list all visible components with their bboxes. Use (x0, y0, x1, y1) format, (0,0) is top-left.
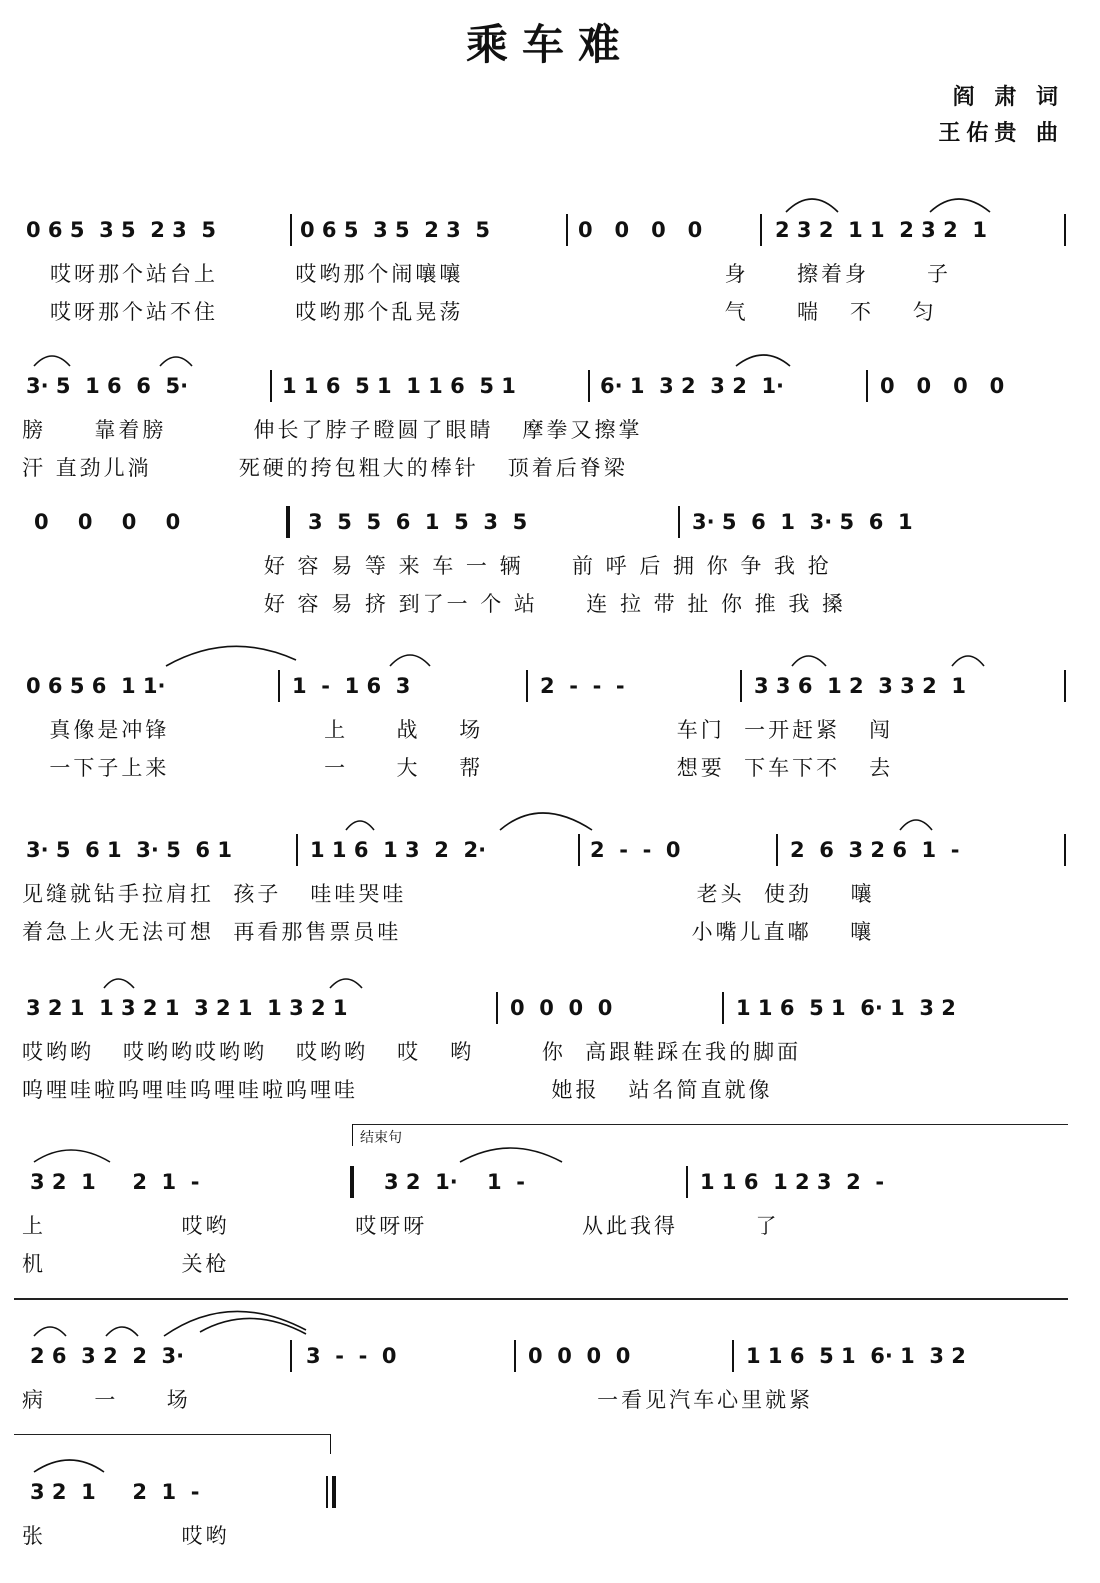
slur (460, 1148, 562, 1162)
notes-bar: 3 2 1 2 1 - (30, 1170, 200, 1194)
lyrics-verse-1: 哎哟哟 哎哟哟哎哟哟 哎哟哟 哎 哟 你 高跟鞋踩在我的脚面 (22, 1040, 802, 1064)
notes-bar: 3 2 1· 1 - (384, 1170, 525, 1194)
notes-bar: 2 6 3 2 2 3· (30, 1344, 185, 1368)
slur (160, 357, 192, 366)
barline (686, 1166, 688, 1198)
notes-bar: 1 1 6 1 3 2 2· (310, 838, 487, 862)
notes-bar: 2 - - - (540, 674, 625, 698)
barline (760, 214, 762, 246)
barline (732, 1340, 734, 1372)
ending-label: 结束句 (360, 1130, 402, 1146)
notes-bar: 1 1 6 5 1 6· 1 3 2 (746, 1344, 966, 1368)
ending-bracket-line (14, 1434, 330, 1435)
notes-bar: 3 2 1 2 1 - (30, 1480, 200, 1504)
lyricist-credit: 阎 肃 词 (952, 84, 1064, 110)
lyrics-verse-1: 病 一 场 一看见汽车心里就紧 (22, 1388, 814, 1412)
score-title: 乘车难 (465, 20, 634, 69)
barline (678, 506, 680, 538)
slur (200, 1318, 306, 1334)
slur (104, 979, 134, 988)
slur (34, 356, 70, 366)
barline (722, 992, 724, 1024)
notes-bar: 0 6 5 6 1 1· (26, 674, 166, 698)
barline (1064, 670, 1066, 702)
slur (164, 1311, 306, 1336)
notes-bar: 6· 1 3 2 3 2 1· (600, 374, 785, 398)
lyrics-verse-1: 好 容 易 等 来 车 一 辆 前 呼 后 拥 你 争 我 抢 (22, 554, 832, 578)
repeat-start-barline (286, 506, 290, 538)
notes-bar: 0 6 5 3 5 2 3 5 (26, 218, 217, 242)
notes-bar: 3· 5 6 1 3· 5 6 1 (692, 510, 913, 534)
notes-bar: 3· 5 1 6 6 5· (26, 374, 189, 398)
barline (588, 370, 590, 402)
notes-bar: 3· 5 6 1 3· 5 6 1 (26, 838, 232, 862)
barline (270, 370, 272, 402)
slur (500, 813, 592, 830)
notes-bar: 0 6 5 3 5 2 3 5 (300, 218, 491, 242)
slur (34, 1327, 66, 1336)
barline (296, 834, 298, 866)
lyrics-verse-2: 呜哩哇啦呜哩哇呜哩哇啦呜哩哇 她报 站名简直就像 (22, 1078, 773, 1102)
notes-bar: 0 0 0 0 (510, 996, 613, 1020)
barline (740, 670, 742, 702)
slur (346, 821, 374, 830)
notes-bar: 0 0 0 0 (880, 374, 1005, 398)
barline (776, 834, 778, 866)
repeat-end-barline (350, 1166, 354, 1198)
composer-credit: 王佑贵 曲 (938, 120, 1064, 146)
lyrics-verse-2: 哎呀那个站不住 哎哟那个乱晃荡 气 喘 不 匀 (50, 300, 937, 324)
final-barline (326, 1476, 328, 1508)
slur (166, 646, 296, 666)
slur (736, 355, 790, 366)
slur (930, 199, 990, 212)
notes-bar: 2 6 3 2 6 1 - (790, 838, 960, 862)
lyrics-verse-2: 好 容 易 挤 到了一 个 站 连 拉 带 扯 你 推 我 搡 (22, 592, 847, 616)
ending-bracket-tick (352, 1124, 353, 1146)
barline (278, 670, 280, 702)
barline (290, 214, 292, 246)
notes-bar: 0 0 0 0 (34, 510, 181, 534)
notes-bar: 2 - - 0 (590, 838, 681, 862)
lyrics-verse-2: 一下子上来 一 大 帮 想要 下车下不 去 (30, 756, 894, 780)
lyrics-verse-2: 汗 直劲儿淌 死硬的挎包粗大的棒针 顶着后脊梁 (22, 456, 628, 480)
notes-bar: 3 2 1 1 3 2 1 3 2 1 1 3 2 1 (26, 996, 348, 1020)
notes-bar: 3 3 6 1 2 3 3 2 1 (754, 674, 966, 698)
barline (496, 992, 498, 1024)
lyrics-verse-2: 机 关枪 (22, 1252, 230, 1276)
barline (290, 1340, 292, 1372)
notes-bar: 2 3 2 1 1 2 3 2 1 (775, 218, 987, 242)
ending-bracket-tick (330, 1434, 331, 1454)
notes-bar: 3 5 5 6 1 5 3 5 (308, 510, 528, 534)
barline (1064, 834, 1066, 866)
slur (330, 979, 362, 988)
notes-bar: 1 - 1 6 3 (292, 674, 411, 698)
lyrics-verse-1: 膀 靠着膀 伸长了脖子瞪圆了眼睛 摩拳又擦掌 (22, 418, 643, 442)
slur (106, 1327, 138, 1336)
slur (952, 656, 984, 666)
slur (900, 820, 932, 830)
notes-bar: 1 1 6 1 2 3 2 - (700, 1170, 885, 1194)
slur (390, 655, 430, 666)
section-divider (14, 1298, 1068, 1300)
notes-bar: 0 0 0 0 (578, 218, 703, 242)
slur (34, 1150, 110, 1162)
final-barline-thick (332, 1476, 336, 1508)
lyrics-verse-1: 真像是冲锋 上 战 场 车门 一开赶紧 闯 (30, 718, 894, 742)
barline (866, 370, 868, 402)
barline (526, 670, 528, 702)
lyrics-verse-2: 着急上火无法可想 再看那售票员哇 小嘴儿直嘟 嚷 (22, 920, 875, 944)
notes-bar: 1 1 6 5 1 6· 1 3 2 (736, 996, 956, 1020)
notes-bar: 1 1 6 5 1 1 1 6 5 1 (282, 374, 516, 398)
barline (578, 834, 580, 866)
barline (514, 1340, 516, 1372)
lyrics-verse-1: 哎呀那个站台上 哎哟那个闹嚷嚷 身 擦着身 子 (50, 262, 952, 286)
barline (566, 214, 568, 246)
notes-bar: 3 - - 0 (306, 1344, 397, 1368)
slur (792, 656, 826, 666)
notes-bar: 0 0 0 0 (528, 1344, 631, 1368)
lyrics-verse-1: 见缝就钻手拉肩扛 孩子 哇哇哭哇 老头 使劲 嚷 (22, 882, 875, 906)
ending-bracket-line (352, 1124, 1068, 1125)
lyrics-verse-1: 上 哎哟 哎呀呀 从此我得 了 (22, 1214, 780, 1238)
lyrics-verse-1: 张 哎哟 (22, 1524, 230, 1548)
barline (1064, 214, 1066, 246)
slur (34, 1460, 104, 1472)
slur (786, 199, 838, 212)
